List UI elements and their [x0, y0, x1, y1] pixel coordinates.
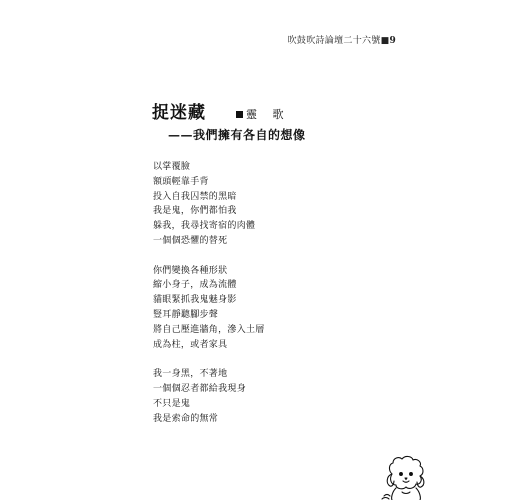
poem-line: 將自己壓進牆角，滲入土層 — [153, 324, 265, 335]
poem-title: 捉迷藏 — [152, 103, 206, 123]
poem-line: 你們變換各種形狀 — [153, 265, 228, 276]
poem-body — [153, 160, 265, 441]
running-header — [288, 33, 396, 46]
poem-subtitle: ——我們擁有各自的想像 — [168, 128, 306, 142]
poem-line: 我一身黑，不著地 — [153, 369, 228, 380]
poem-line: 額頭輕靠手背 — [153, 176, 209, 187]
poem-line: 貓眼緊抓我鬼魅身影 — [153, 295, 237, 306]
poem-line: 縮小身子，成為流體 — [153, 280, 237, 291]
poem-line: 成為柱，或者家具 — [153, 339, 228, 350]
poem-line: 我是索命的無常 — [153, 413, 219, 424]
poem-line: 投入自我囚禁的黑暗 — [153, 191, 237, 202]
square-mark-icon: ■ — [380, 36, 390, 46]
poem-line: 我是鬼，你們都怕我 — [153, 206, 237, 217]
poem-line: 豎耳靜聽腳步聲 — [153, 309, 219, 320]
title-row — [152, 98, 290, 123]
author-name: 靈 歌 — [246, 108, 290, 121]
stanza-3 — [153, 367, 265, 426]
page-number: 9 — [389, 36, 396, 46]
poem-line: 一個個忍者都給我現身 — [153, 383, 247, 394]
poodle-doodle-icon — [378, 452, 438, 500]
author-byline — [236, 106, 290, 122]
poem-line: 以掌覆臉 — [153, 162, 191, 172]
square-mark-icon — [236, 111, 243, 118]
running-header-text: 吹鼓吹詩論壇二十六號 — [287, 36, 381, 46]
poem-line: 不只是鬼 — [153, 398, 191, 409]
stanza-2 — [153, 264, 265, 353]
poem-line: 躲我，我尋找寄宿的肉體 — [153, 221, 256, 232]
poem-line: 一個個恐懼的替死 — [153, 235, 228, 246]
stanza-1 — [153, 160, 265, 249]
